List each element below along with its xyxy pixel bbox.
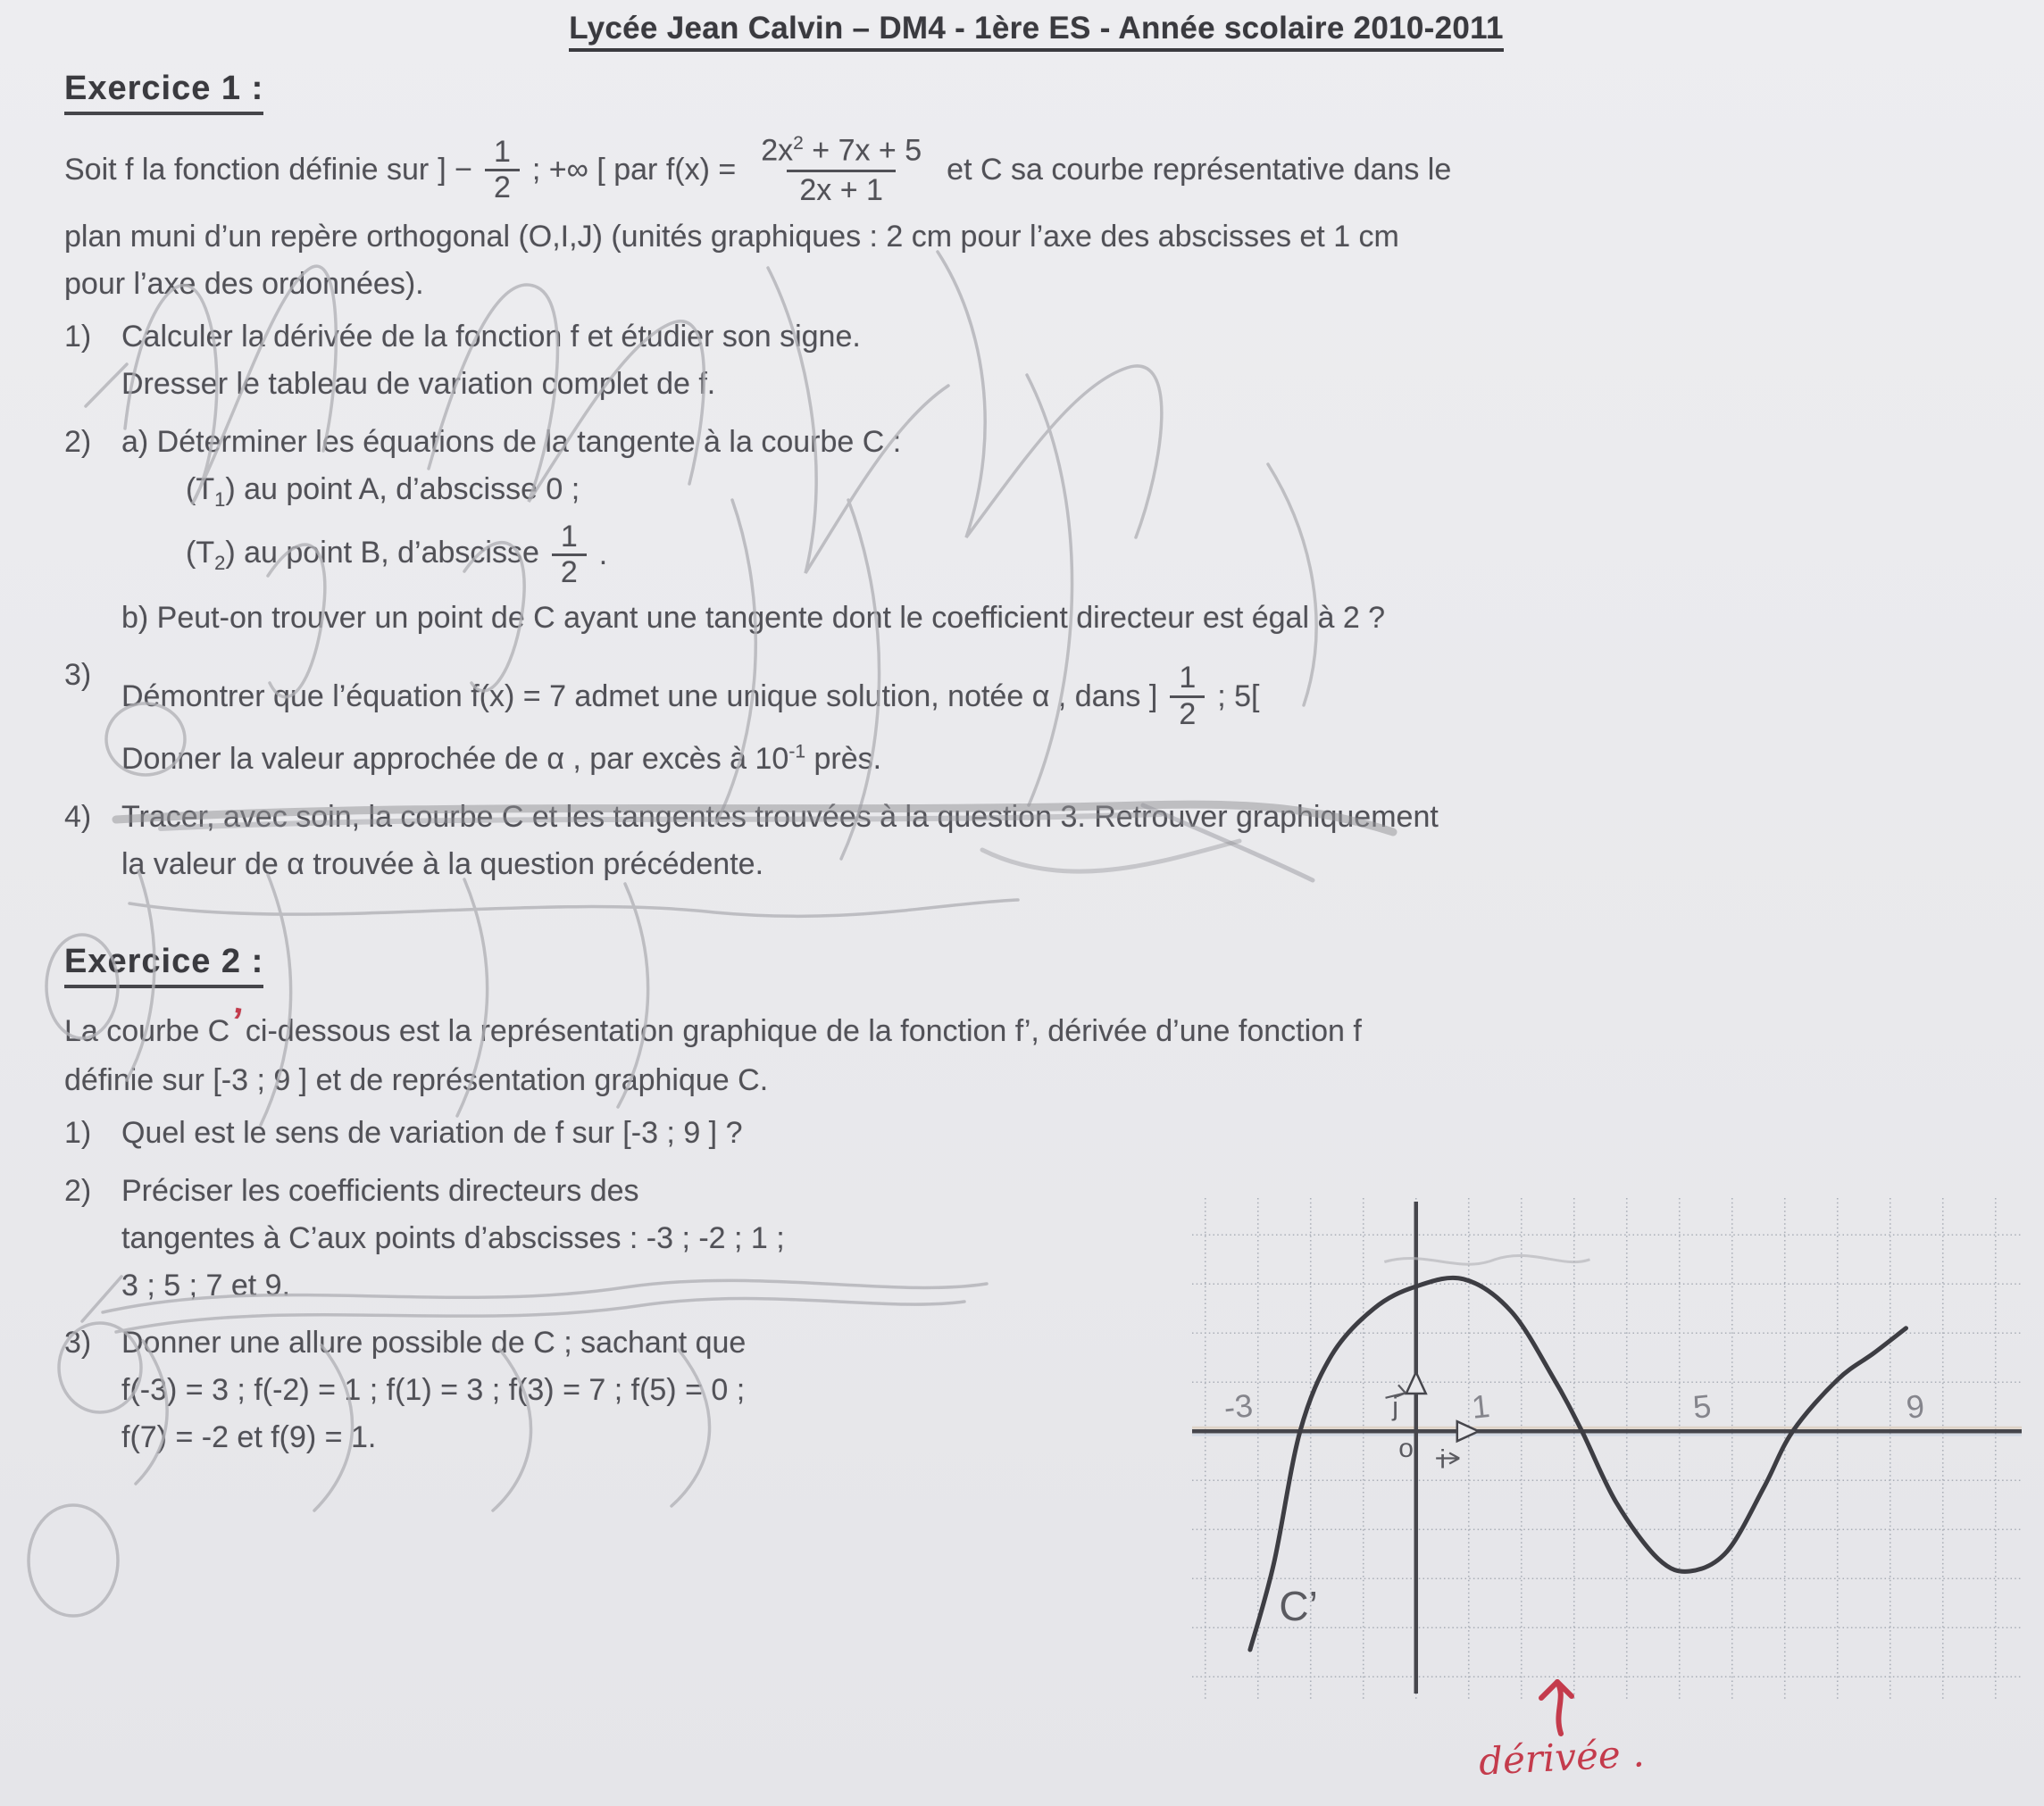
red-annotation-text: dérivée . bbox=[1477, 1731, 1646, 1784]
tangent-2-line: $(T_2)$ au point B, d’abscisse $\frac{1}{2}$ . bbox=[186, 519, 608, 590]
exercise-2-heading: Exercice 2 : bbox=[64, 943, 263, 988]
derivative-graph bbox=[1192, 1198, 2022, 1703]
intro-text-1: Soit f la fonction définie sur bbox=[64, 153, 430, 187]
curve-c-prime bbox=[1250, 1278, 1906, 1650]
question-4-line-2: la valeur de α trouvée à la question précédente. bbox=[121, 847, 764, 882]
exercise-2-intro-line-1: La courbe C’ci-dessous est la représentation graphique de la fonction f’, dérivée d’une fonction f bbox=[64, 1003, 2008, 1054]
graph-canvas bbox=[1192, 1198, 2022, 1699]
exercise-2-question-1: 1) Quel est le sens de variation de f sur [-3 ; 9 ] ? bbox=[64, 1115, 743, 1150]
question-1-line-1: Calculer la dérivée de la fonction f et étudier son signe. bbox=[121, 319, 861, 354]
question-4-number: 4) bbox=[64, 800, 92, 835]
document-header bbox=[64, 11, 2008, 46]
function-formula-fraction bbox=[748, 131, 934, 209]
x-axis-label--3: -3 bbox=[1222, 1386, 1255, 1427]
red-annotation-derivee bbox=[1475, 1677, 1761, 1806]
question-1 bbox=[64, 316, 2008, 411]
j-vector-arrow-icon bbox=[1386, 1385, 1406, 1398]
origin-label: o bbox=[1398, 1433, 1414, 1463]
x-axis-label-9: 9 bbox=[1904, 1386, 1927, 1426]
exercise-1-intro-line-3: pour l’axe des ordonnées). bbox=[64, 267, 424, 302]
exercise-2-left-column bbox=[64, 1060, 1176, 1464]
tangent-1-line: $(T_1)$ au point A, d’abscisse 0 ; bbox=[186, 471, 580, 511]
red-up-arrow-icon bbox=[1527, 1677, 1634, 1739]
question-2b-line: b) Peut-on trouver un point de C ayant une tangente dont le coefficient directeur est égal à 2 ? bbox=[121, 600, 1386, 635]
exercise-2-question-3: 3) Donner une allure possible de C ; sachant que f(-3) = 3 ; f(-2) = 1 ; f(1) = 3 ; f(3) = 7 ; f(5) = 0 ; f(7) = -2 et f(9) = 1. bbox=[64, 1326, 747, 1455]
exercise-1 bbox=[64, 46, 2008, 891]
formula-denominator: 2x + 1 bbox=[787, 170, 896, 209]
exercise-1-heading: Exercice 1 : bbox=[64, 70, 263, 115]
red-apostrophe-mark: ’ bbox=[228, 999, 246, 1043]
intro-text-2: ; +∞ [ par f(x) = bbox=[531, 153, 737, 187]
fraction-one-half-b: $\frac{1}{2}$ bbox=[552, 520, 587, 590]
interval-open: ] − bbox=[438, 153, 472, 187]
j-arrowhead-icon bbox=[1406, 1372, 1426, 1394]
question-3 bbox=[64, 654, 2008, 786]
fraction-one-half: $\frac{1}{2}$ bbox=[485, 136, 520, 205]
i-vector-label: i bbox=[1439, 1444, 1446, 1475]
question-4 bbox=[64, 796, 2008, 891]
question-4-line-1: Tracer, avec soin, la courbe C et les tangentes trouvées à la question 3. Retrouver graphiquement bbox=[121, 800, 1439, 835]
exercise-2-question-2: 2) Préciser les coefficients directeurs des tangentes à C’aux points d’abscisses : -3 ; -2 ; 1 ; 3 ; 5 ; 7 et 9. bbox=[64, 1173, 785, 1302]
question-3-line-2: Donner la valeur approchée de α , par excès à $10^{-1}$ près. bbox=[121, 741, 882, 777]
question-3-number: 3) bbox=[64, 658, 92, 693]
exercise-1-intro-line-2: plan muni d’un repère orthogonal (O,I,J) (unités graphiques : 2 cm pour l’axe des abscisses et 1 cm bbox=[64, 220, 1399, 254]
question-2 bbox=[64, 421, 2008, 645]
page-title: Lycée Jean Calvin – DM4 - 1ère ES - Année scolaire 2010-2011 bbox=[569, 11, 1504, 52]
question-1-number: 1) bbox=[64, 319, 92, 354]
curve-label: C’ bbox=[1279, 1583, 1318, 1629]
x-axis-label-5: 5 bbox=[1690, 1386, 1714, 1426]
exercise-1-intro-line-1 bbox=[64, 131, 2008, 209]
exercise-2-intro-line-2: définie sur [-3 ; 9 ] et de représentation graphique C. bbox=[64, 1062, 769, 1097]
question-1-line-2: Dresser le tableau de variation complet de f. bbox=[121, 366, 716, 401]
question-2-number: 2) bbox=[64, 424, 92, 459]
question-2a-line: a) Déterminer les équations de la tangente à la courbe C : bbox=[121, 424, 902, 459]
x-axis-label-1: 1 bbox=[1470, 1386, 1492, 1426]
j-vector-label: j bbox=[1392, 1392, 1398, 1422]
formula-numerator: $2x^2 + 7x + 5$ bbox=[761, 133, 922, 168]
intro-text-3: et C sa courbe représentative dans le bbox=[947, 153, 1452, 187]
question-3-line-1: Démontrer que l’équation f(x) = 7 admet une unique solution, notée α , dans ] $\frac{1}{2}$ ; 5[ bbox=[121, 661, 1260, 731]
fraction-one-half-c: $\frac{1}{2}$ bbox=[1170, 662, 1205, 731]
